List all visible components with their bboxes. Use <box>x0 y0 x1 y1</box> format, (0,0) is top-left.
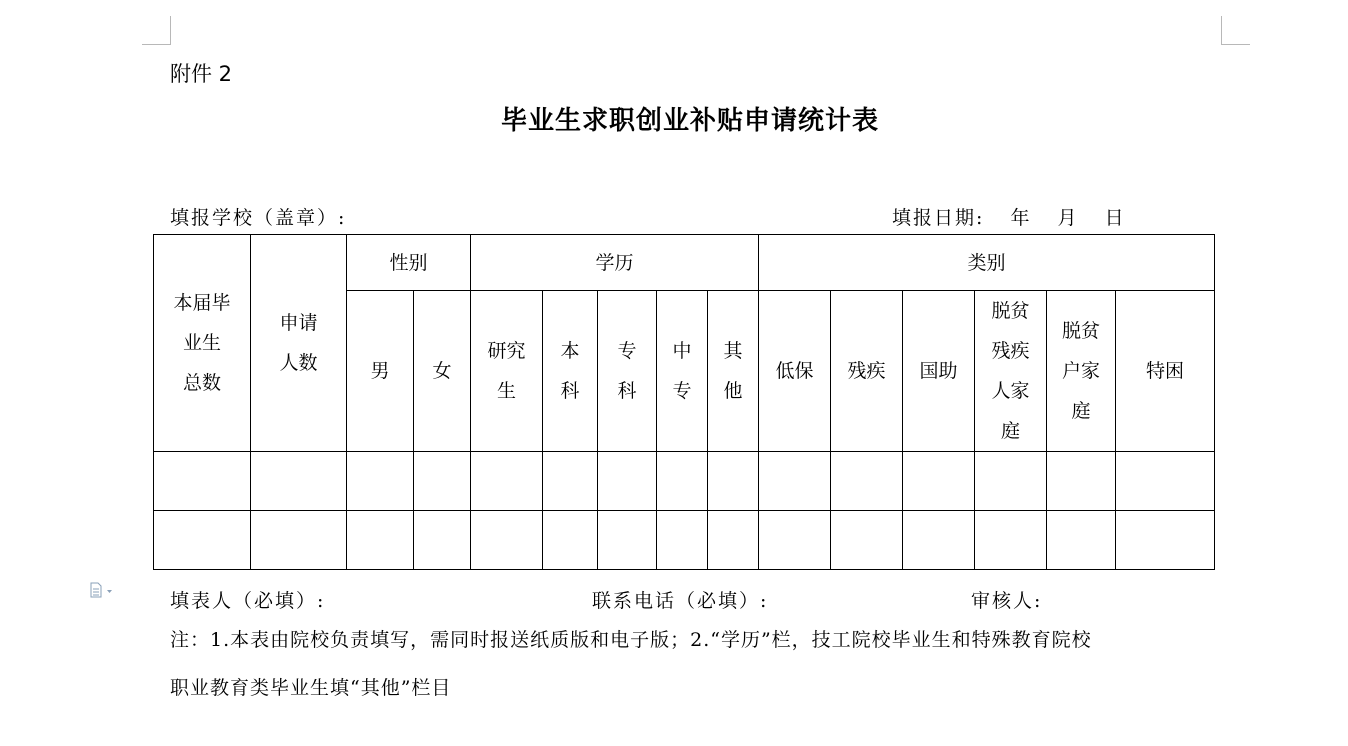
header-text-line: 生 <box>497 380 517 402</box>
header-text-line: 其 <box>723 340 743 362</box>
header-total-graduates <box>154 235 251 452</box>
table-cell[interactable] <box>831 452 903 511</box>
header-male: 男 <box>347 291 414 452</box>
header-text-line: 人家 <box>991 380 1030 402</box>
table-header-row-1 <box>154 235 1215 291</box>
table-cell[interactable] <box>414 511 471 570</box>
header-poverty-family <box>1047 291 1116 452</box>
table-cell[interactable] <box>759 511 831 570</box>
table-cell[interactable] <box>1116 452 1215 511</box>
header-category-group: 类别 <box>759 235 1215 291</box>
table-cell[interactable] <box>708 511 759 570</box>
header-text-line: 科 <box>617 380 637 402</box>
header-text-line: 专 <box>617 340 637 362</box>
document-title: 毕业生求职创业补贴申请统计表 <box>500 106 879 136</box>
table-cell[interactable] <box>154 511 251 570</box>
table-cell[interactable] <box>598 511 657 570</box>
header-other-education <box>708 291 759 452</box>
table-cell[interactable] <box>543 452 598 511</box>
header-text-line: 庭 <box>1001 420 1021 442</box>
fill-date-label: 填报日期: <box>892 207 985 229</box>
filler-label: 填表人（必填）: <box>170 590 326 612</box>
header-text-line: 科 <box>560 380 580 402</box>
table-cell[interactable] <box>975 452 1047 511</box>
header-text-line: 专 <box>672 380 692 402</box>
header-text-line: 户家 <box>1062 360 1101 382</box>
header-text-line: 申请 <box>279 312 318 334</box>
table-cell[interactable] <box>543 511 598 570</box>
header-text-line: 本 <box>560 340 580 362</box>
header-tekun: 特困 <box>1116 291 1215 452</box>
header-female: 女 <box>414 291 471 452</box>
date-day-label: 日 <box>1104 207 1126 229</box>
fill-date-line <box>892 203 1126 230</box>
header-junior-college <box>598 291 657 452</box>
date-month-label: 月 <box>1057 207 1079 229</box>
table-cell[interactable] <box>708 452 759 511</box>
header-dibao: 低保 <box>759 291 831 452</box>
page-corner-mark-top-left <box>142 16 171 45</box>
table-cell[interactable] <box>831 511 903 570</box>
table-row <box>154 511 1215 570</box>
table-cell[interactable] <box>471 511 543 570</box>
table-cell[interactable] <box>903 511 975 570</box>
header-graduate-student <box>471 291 543 452</box>
phone-label: 联系电话（必填）: <box>592 590 769 612</box>
header-poverty-disabled-family <box>975 291 1047 452</box>
statistics-table <box>153 234 1215 570</box>
table-cell[interactable] <box>1047 511 1116 570</box>
attachment-label: 附件 2 <box>170 62 233 86</box>
header-text-line: 庭 <box>1071 400 1091 422</box>
table-cell[interactable] <box>471 452 543 511</box>
header-education-group: 学历 <box>471 235 759 291</box>
header-text-line: 人数 <box>279 352 318 374</box>
header-disabled: 残疾 <box>831 291 903 452</box>
table-row <box>154 452 1215 511</box>
table-cell[interactable] <box>657 452 708 511</box>
table-cell[interactable] <box>1047 452 1116 511</box>
document-icon <box>90 582 114 598</box>
header-text-line: 总数 <box>182 372 221 394</box>
header-text-line: 他 <box>723 380 743 402</box>
table-cell[interactable] <box>251 511 347 570</box>
header-applicants <box>251 235 347 452</box>
table-cell[interactable] <box>759 452 831 511</box>
table-cell[interactable] <box>1116 511 1215 570</box>
table-cell[interactable] <box>414 452 471 511</box>
table-cell[interactable] <box>598 452 657 511</box>
reviewer-label: 审核人: <box>971 590 1043 612</box>
page-corner-mark-top-right <box>1221 16 1250 45</box>
table-cell[interactable] <box>975 511 1047 570</box>
date-year-label: 年 <box>1010 207 1032 229</box>
header-gender-group: 性别 <box>347 235 471 291</box>
header-text-line: 业生 <box>182 332 221 354</box>
table-cell[interactable] <box>251 452 347 511</box>
header-bachelor <box>543 291 598 452</box>
table-cell[interactable] <box>903 452 975 511</box>
header-text-line: 残疾 <box>991 340 1030 362</box>
table-cell[interactable] <box>347 511 414 570</box>
header-text-line: 中 <box>672 340 692 362</box>
header-text-line: 脱贫 <box>991 300 1030 322</box>
header-text-line: 本届毕 <box>173 292 231 314</box>
table-cell[interactable] <box>657 511 708 570</box>
table-cell[interactable] <box>347 452 414 511</box>
note-line-2: 职业教育类毕业生填“其他”栏目 <box>170 677 452 699</box>
header-text-line: 研究 <box>487 340 526 362</box>
header-text-line: 脱贫 <box>1062 320 1101 342</box>
table-cell[interactable] <box>154 452 251 511</box>
paragraph-options-icon[interactable] <box>90 582 114 602</box>
fill-school-label: 填报学校（盖章）: <box>170 207 347 229</box>
header-guozhu: 国助 <box>903 291 975 452</box>
note-line-1: 注：1.本表由院校负责填写，需同时报送纸质版和电子版；2.“学历”栏，技工院校毕业生和特殊教育院校 <box>170 629 1092 651</box>
header-secondary-vocational <box>657 291 708 452</box>
